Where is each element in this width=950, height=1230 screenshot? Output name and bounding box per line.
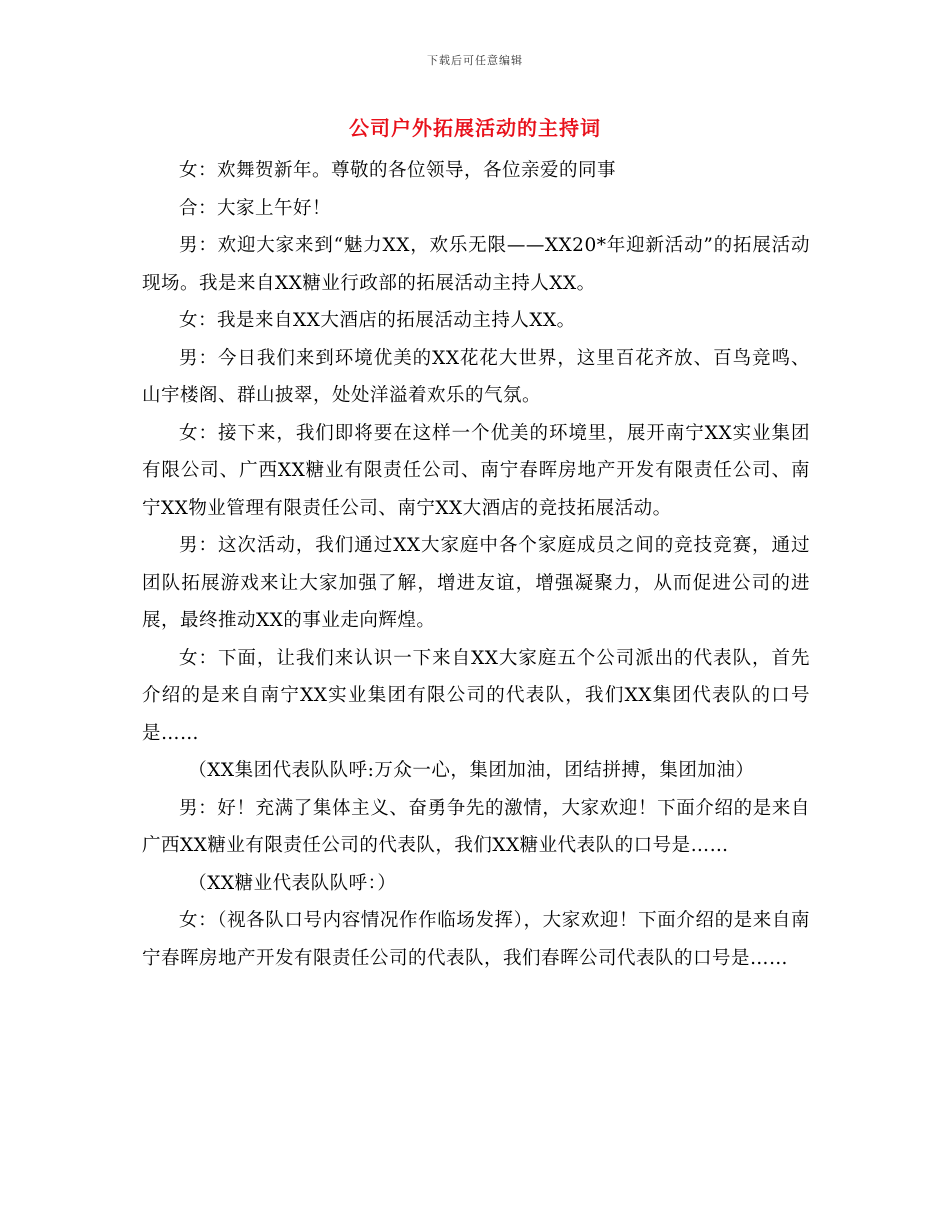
paragraph: 女：下面，让我们来认识一下来自XX大家庭五个公司派出的代表队，首先介绍的是来自南宁XX实业集团有限公司的代表队，我们XX集团代表队的口号是…… xyxy=(142,647,810,744)
paragraph: 合：大家上午好！ xyxy=(179,197,332,219)
paragraph: 男：好！充满了集体主义、奋勇争先的激情，大家欢迎！下面介绍的是来自广西XX糖业有限责任公司的代表队，我们XX糖业代表队的口号是…… xyxy=(142,797,810,856)
chant-paragraph: （XX集团代表队队呼:万众一心，集团加油，团结拼搏，集团加油） xyxy=(188,760,755,781)
chant-paragraph: （XX糖业代表队队呼：） xyxy=(188,872,397,894)
paragraph: 男：欢迎大家来到“魅力XX，欢乐无限——XX20*年迎新活动”的拓展活动现场。我是来自XX糖业行政部的拓展活动主持人XX。 xyxy=(142,235,810,294)
paragraph: 女：欢舞贺新年。尊敬的各位领导，各位亲爱的同事 xyxy=(179,160,617,181)
page-header-note: 下载后可任意编辑 xyxy=(427,54,523,67)
paragraph: 男：今日我们来到环境优美的XX花花大世界，这里百花齐放、百鸟竞鸣、山宇楼阁、群山披翠，处处洋溢着欢乐的气氛。 xyxy=(142,347,810,406)
paragraph: 女：我是来自XX大酒店的拓展活动主持人XX。 xyxy=(179,310,576,331)
paragraph: 女：（视各队口号内容情况作作临场发挥），大家欢迎！下面介绍的是来自南宁春晖房地产开发有限责任公司的代表队，我们春晖公司代表队的口号是…… xyxy=(142,910,810,969)
paragraph: 男：这次活动，我们通过XX大家庭中各个家庭成员之间的竞技竞赛，通过团队拓展游戏来让大家加强了解，增进友谊，增强凝聚力，从而促进公司的进展，最终推动XX的事业走向辉煌。 xyxy=(142,535,810,631)
document-body xyxy=(142,152,810,977)
document-title: 公司户外拓展活动的主持词 xyxy=(349,116,601,140)
paragraph: 女：接下来，我们即将要在这样一个优美的环境里，展开南宁XX实业集团有限公司、广西XX糖业有限责任公司、南宁春晖房地产开发有限责任公司、南宁XX物业管理有限责任公司、南宁XX大酒店的竞技拓展活动。 xyxy=(142,422,810,519)
